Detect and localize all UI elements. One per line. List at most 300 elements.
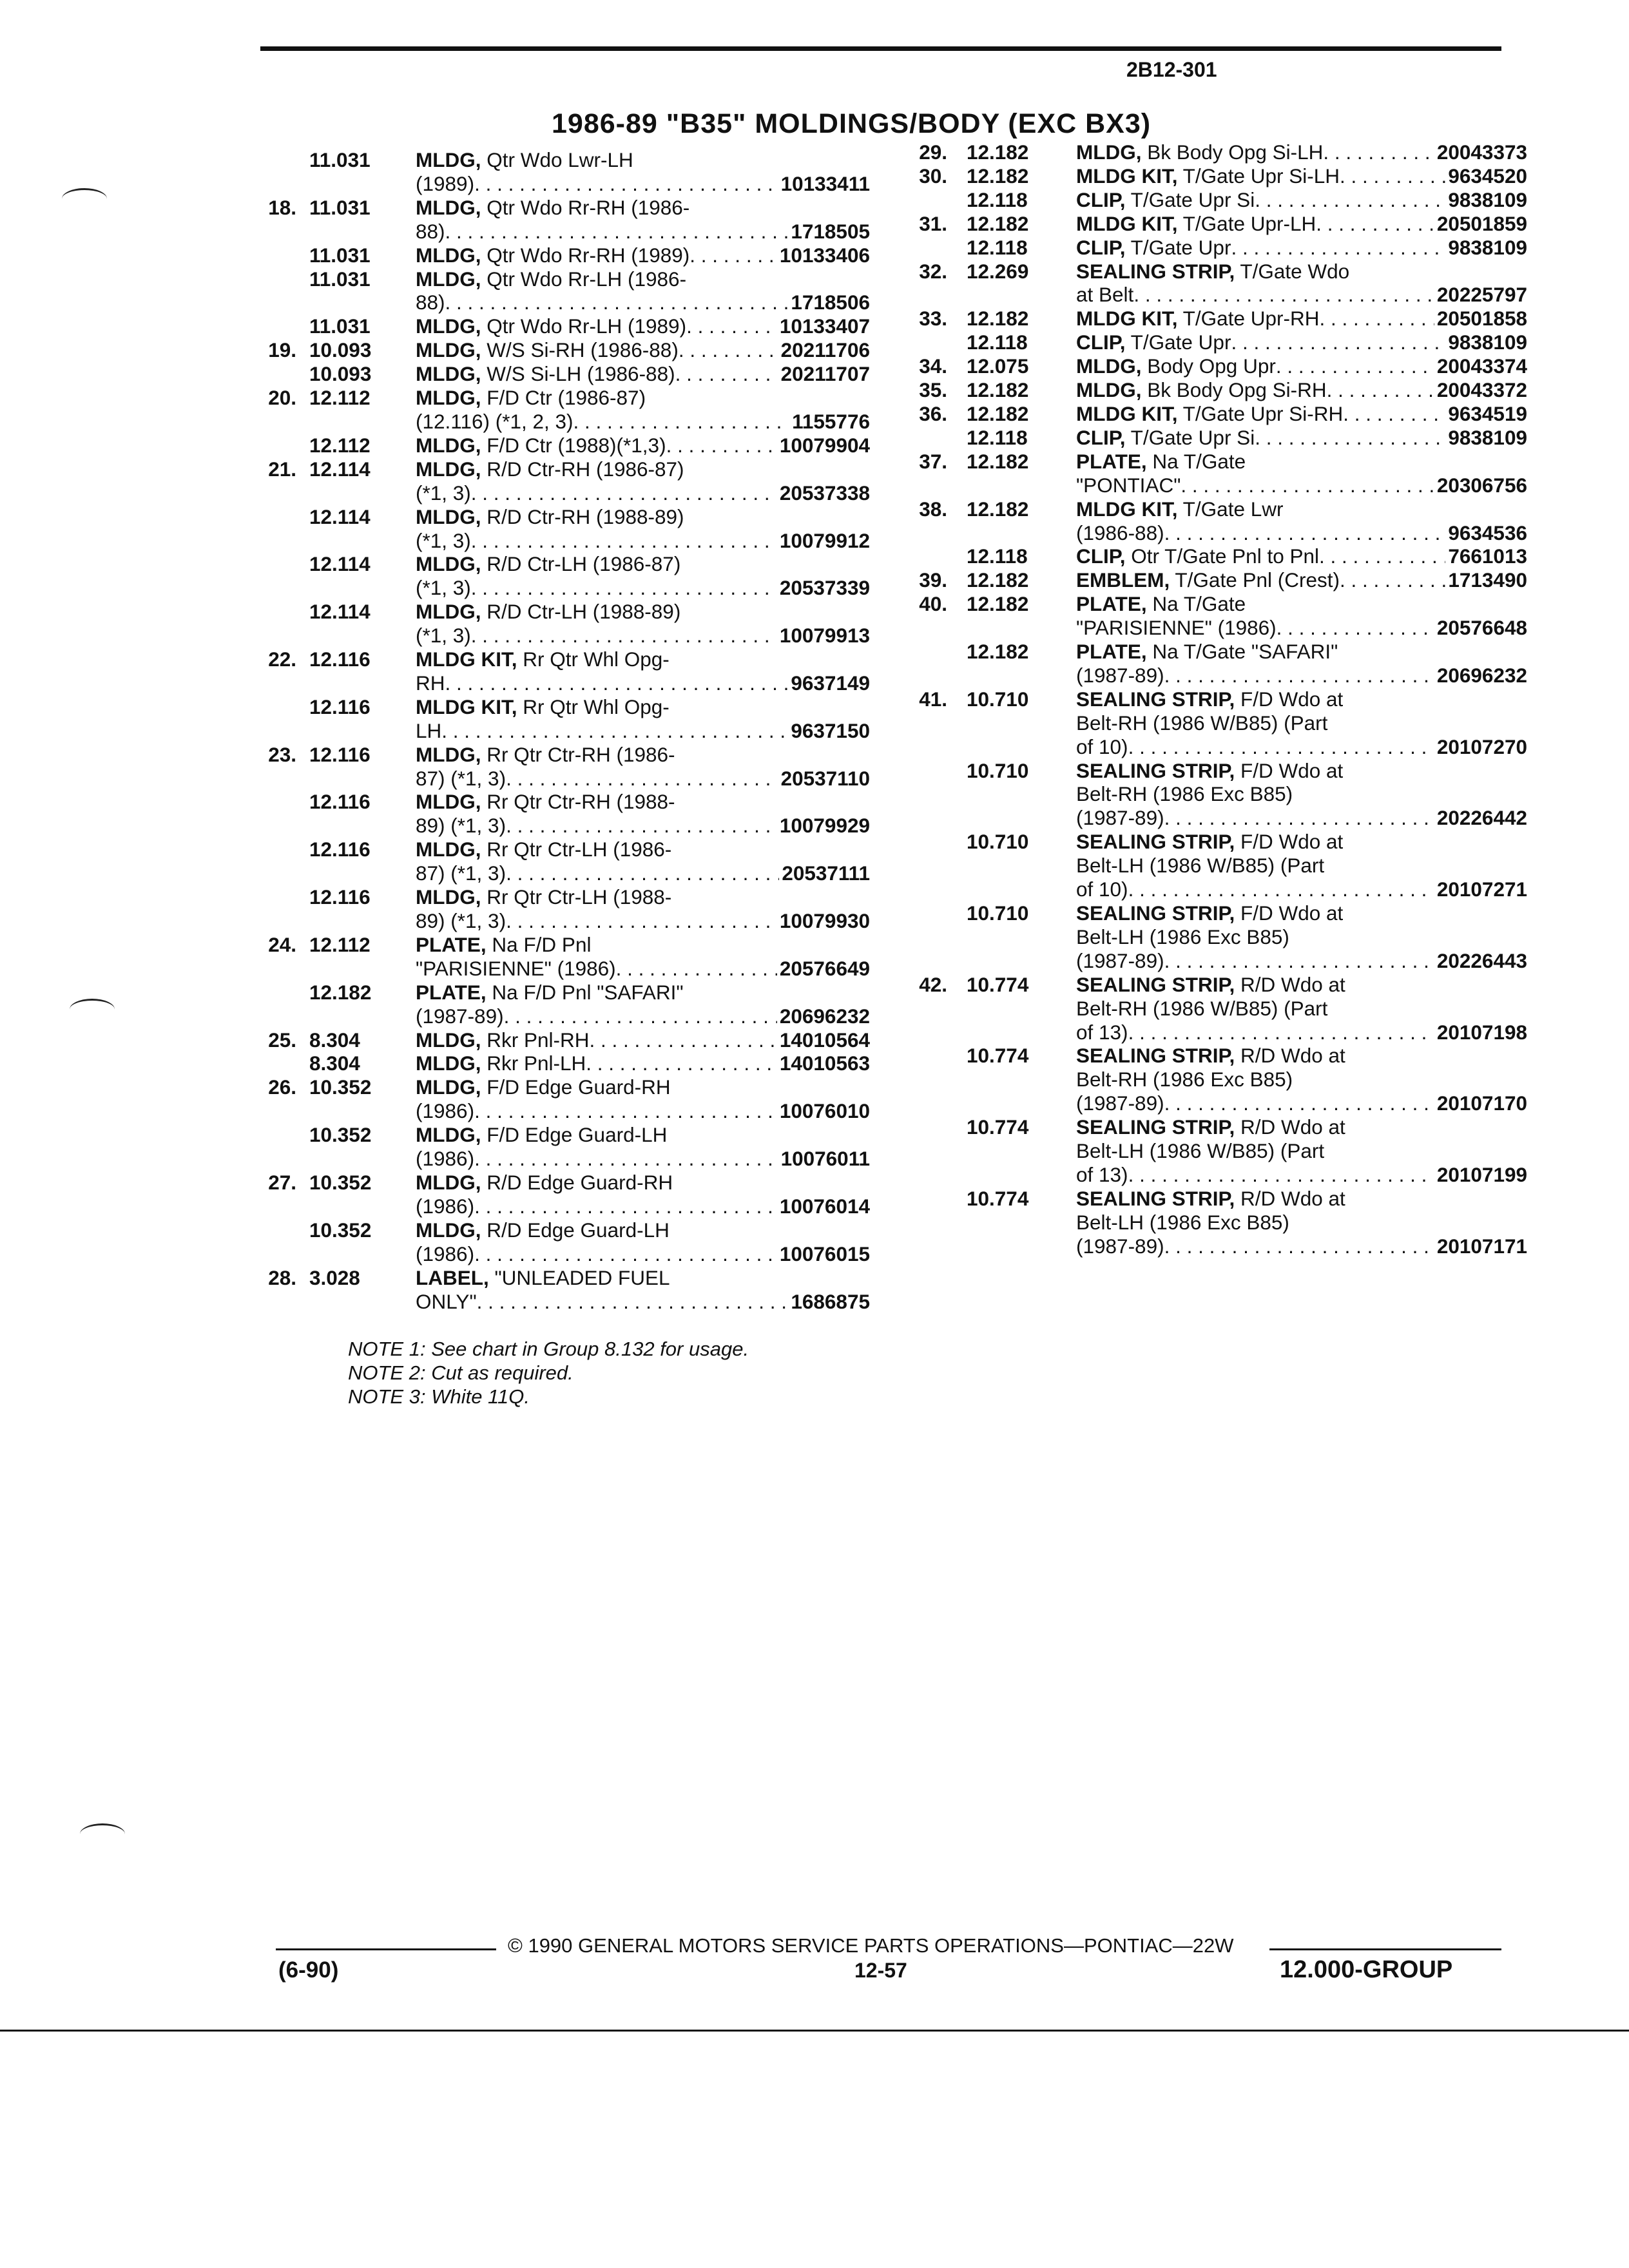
part-number: 20211707: [780, 362, 870, 386]
ref-number: 22.: [268, 648, 296, 671]
parts-list-left: [232, 148, 870, 1313]
description-text: MLDG, Bk Body Opg Si-RH: [1076, 378, 1327, 402]
group-number: 12.182: [967, 640, 1029, 664]
part-name: SEALING STRIP,: [1076, 1044, 1235, 1068]
group-number: 10.710: [967, 901, 1029, 925]
description-line: [416, 267, 870, 291]
ref-number: 30.: [919, 164, 947, 187]
part-description: [416, 1123, 870, 1171]
leader-dots: [1231, 331, 1445, 354]
description-line: [416, 196, 870, 220]
leader-dots: [574, 410, 790, 434]
part-name: MLDG,: [416, 386, 481, 410]
description-line: [416, 244, 870, 267]
description-line: [416, 291, 870, 314]
part-number: 20107199: [1436, 1162, 1527, 1186]
description-line: [416, 1147, 870, 1171]
description-text: of 13): [1076, 1162, 1128, 1186]
parts-entry: [896, 188, 1527, 212]
parts-entry: [232, 1218, 870, 1266]
description-line: [1076, 568, 1527, 592]
leader-dots: [1319, 544, 1445, 568]
description-text: "PONTIAC": [1076, 473, 1181, 497]
description-line: [416, 981, 870, 1004]
description-line: [1076, 378, 1527, 402]
description-line: [416, 576, 870, 600]
description-line: [416, 790, 870, 814]
description-text: SEALING STRIP, R/D Wdo at: [1076, 972, 1345, 996]
description-text: PLATE, Na F/D Pnl "SAFARI": [416, 980, 684, 1004]
part-number: 9838109: [1448, 187, 1527, 211]
part-description: [416, 457, 870, 505]
group-number: 12.114: [309, 552, 371, 576]
part-number: 20537338: [779, 481, 870, 505]
part-description: [1076, 568, 1527, 592]
description-text: CLIP, T/Gate Upr: [1076, 235, 1231, 259]
part-description: [416, 314, 870, 338]
description-text: MLDG, W/S Si-RH (1986-88): [416, 338, 679, 362]
part-name: MLDG,: [1076, 140, 1142, 164]
parts-entry: [232, 600, 870, 648]
leader-dots: [1128, 878, 1434, 901]
description-line: [1076, 640, 1527, 664]
part-description: [416, 981, 870, 1028]
part-number: 20576648: [1436, 616, 1527, 640]
part-name: MLDG,: [416, 600, 481, 624]
description-line: [416, 838, 870, 861]
part-name: SEALING STRIP,: [1076, 972, 1235, 996]
parts-entry: [896, 592, 1527, 640]
parts-entry: [896, 568, 1527, 592]
description-line: [1076, 854, 1527, 878]
description-line: [1076, 782, 1527, 806]
group-number: 12.182: [967, 211, 1029, 235]
part-number: 10133406: [779, 243, 870, 267]
description-text: (1986): [416, 1147, 475, 1171]
part-number: 9637150: [791, 718, 870, 742]
part-number: 9838109: [1448, 331, 1527, 354]
description-line: [1076, 260, 1527, 284]
parts-entry: [232, 981, 870, 1028]
description-line: [1076, 806, 1527, 830]
description-line: [1076, 188, 1527, 212]
parts-entry: [232, 743, 870, 791]
part-number: 20211706: [780, 338, 870, 362]
ref-number: 19.: [268, 338, 296, 362]
part-number: 1155776: [792, 409, 870, 433]
description-line: [416, 957, 870, 981]
description-line: [1076, 1187, 1527, 1211]
description-line: [416, 695, 870, 719]
leader-dots: [1340, 164, 1445, 188]
parts-entry: [232, 695, 870, 743]
group-number: 12.182: [967, 307, 1029, 331]
description-text: "PARISIENNE" (1986): [1076, 616, 1277, 640]
part-number: 20306756: [1436, 473, 1527, 497]
description-text: CLIP, T/Gate Upr: [1076, 331, 1231, 354]
part-number: 10079904: [779, 433, 870, 457]
group-number: 12.116: [309, 885, 371, 909]
part-description: [416, 933, 870, 981]
leader-dots: [506, 814, 777, 838]
description-line: [416, 172, 870, 196]
part-name: MLDG,: [416, 505, 481, 528]
description-text: PLATE, Na F/D Pnl: [416, 932, 592, 956]
part-description: [1076, 592, 1527, 640]
leader-dots: [590, 1028, 777, 1052]
part-number: 10133411: [780, 171, 870, 195]
description-text: 89) (*1, 3): [416, 814, 506, 838]
description-text: 87) (*1, 3): [416, 766, 506, 790]
leader-dots: [616, 957, 777, 981]
description-text: MLDG, Rr Qtr Ctr-LH (1986-: [416, 838, 672, 861]
description-text: Belt-LH (1986 Exc B85): [1076, 925, 1289, 948]
description-text: MLDG, Body Opg Upr: [1076, 354, 1276, 378]
group-number: 12.182: [967, 568, 1029, 592]
description-line: [416, 743, 870, 767]
group-number: 10.352: [309, 1075, 372, 1099]
description-line: [1076, 1021, 1527, 1044]
description-text: at Belt: [1076, 283, 1134, 307]
description-text: (1987-89): [1076, 948, 1164, 972]
description-text: 88): [416, 219, 445, 243]
part-number: 20537339: [779, 576, 870, 600]
description-line: [1076, 283, 1527, 307]
part-name: PLATE,: [1076, 640, 1147, 664]
parts-entry: [896, 426, 1527, 450]
description-text: SEALING STRIP, T/Gate Wdo: [1076, 259, 1350, 283]
description-line: [416, 148, 870, 172]
description-line: [1076, 331, 1527, 354]
part-description: [1076, 759, 1527, 831]
parts-entry: [232, 1028, 870, 1052]
description-line: [1076, 1139, 1527, 1163]
description-line: [1076, 616, 1527, 640]
part-description: [1076, 188, 1527, 212]
parts-entry: [896, 140, 1527, 164]
page-code: 2B12-301: [1126, 58, 1217, 81]
description-text: MLDG KIT, Rr Qtr Whl Opg-: [416, 695, 670, 718]
description-line: [1076, 474, 1527, 497]
part-name: SEALING STRIP,: [1076, 1115, 1235, 1139]
group-number: 12.000-GROUP: [1280, 1956, 1453, 1983]
part-description: [416, 1075, 870, 1123]
parts-entry: [896, 1115, 1527, 1187]
description-line: [1076, 212, 1527, 236]
description-line: [416, 861, 870, 885]
part-number: 20501858: [1436, 307, 1527, 331]
leader-dots: [586, 1052, 777, 1075]
description-text: MLDG, Rr Qtr Ctr-RH (1986-: [416, 742, 675, 766]
description-line: [416, 1195, 870, 1218]
description-text: MLDG KIT, T/Gate Upr-LH: [1076, 211, 1316, 235]
leader-dots: [1323, 140, 1434, 164]
part-description: [1076, 830, 1527, 901]
description-text: MLDG, R/D Ctr-LH (1986-87): [416, 552, 681, 576]
bottom-rule: [0, 2030, 1629, 2032]
parts-entry: [232, 338, 870, 362]
part-description: [416, 434, 870, 457]
description-text: MLDG, F/D Ctr (1988)(*1,3): [416, 433, 666, 457]
parts-entry: [232, 1052, 870, 1075]
description-text: (*1, 3): [416, 528, 471, 552]
description-line: [416, 600, 870, 624]
part-number: 9838109: [1448, 425, 1527, 449]
part-description: [1076, 140, 1527, 164]
description-text: MLDG, Qtr Wdo Rr-RH (1986-: [416, 195, 690, 219]
part-description: [1076, 497, 1527, 545]
leader-dots: [471, 481, 777, 505]
description-line: [416, 457, 870, 481]
leader-dots: [675, 362, 778, 386]
part-description: [416, 1266, 870, 1314]
description-text: (*1, 3): [416, 576, 471, 600]
part-description: [416, 838, 870, 885]
description-line: [1076, 925, 1527, 949]
part-description: [416, 338, 870, 362]
description-text: MLDG, Qtr Wdo Lwr-LH: [416, 148, 633, 171]
group-number: 10.774: [967, 1044, 1029, 1068]
group-number: 12.118: [967, 425, 1028, 449]
group-number: 12.112: [309, 386, 371, 410]
description-line: [416, 1171, 870, 1195]
description-line: [416, 314, 870, 338]
part-description: [1076, 354, 1527, 378]
part-number: 1718505: [791, 219, 870, 243]
parts-entry: [232, 1123, 870, 1171]
part-name: MLDG KIT,: [1076, 307, 1178, 331]
parts-entry: [896, 354, 1527, 378]
part-name: MLDG,: [416, 1052, 481, 1075]
ref-number: 39.: [919, 568, 947, 592]
part-name: MLDG,: [416, 433, 481, 457]
part-number: 10079913: [779, 624, 870, 648]
description-text: PLATE, Na T/Gate: [1076, 592, 1246, 616]
part-name: SEALING STRIP,: [1076, 758, 1235, 782]
part-number: 20576649: [779, 956, 870, 980]
description-line: [416, 434, 870, 457]
description-text: (1987-89): [1076, 1091, 1164, 1115]
description-text: (*1, 3): [416, 624, 471, 648]
group-number: 12.116: [309, 695, 371, 718]
description-text: RH: [416, 671, 445, 695]
ref-number: 42.: [919, 972, 947, 996]
part-number: 9634519: [1448, 401, 1527, 425]
leader-dots: [474, 1147, 778, 1171]
description-text: 88): [416, 291, 445, 314]
ref-number: 24.: [268, 932, 296, 956]
group-number: 12.116: [309, 648, 371, 671]
description-line: [1076, 1091, 1527, 1115]
parts-entry: [896, 164, 1527, 188]
ref-number: 34.: [919, 354, 947, 378]
description-line: [416, 338, 870, 362]
description-line: [1076, 687, 1527, 711]
revision-date: (6-90): [278, 1957, 339, 1983]
leader-dots: [1255, 426, 1445, 450]
description-line: [1076, 735, 1527, 759]
part-name: MLDG,: [416, 457, 481, 481]
parts-entry: [896, 544, 1527, 568]
leader-dots: [1276, 354, 1434, 378]
description-text: (1986): [416, 1099, 475, 1123]
part-name: MLDG,: [416, 338, 481, 362]
ref-number: 18.: [268, 195, 296, 219]
description-text: MLDG, R/D Edge Guard-LH: [416, 1218, 670, 1242]
parts-entry: [896, 759, 1527, 831]
part-name: MLDG KIT,: [1076, 401, 1178, 425]
leader-dots: [679, 338, 778, 362]
parts-entry: [232, 386, 870, 434]
description-line: [1076, 901, 1527, 925]
part-name: MLDG,: [416, 243, 481, 267]
parts-entry: [896, 212, 1527, 236]
leader-dots: [1164, 1235, 1434, 1258]
ref-number: 28.: [268, 1265, 296, 1289]
description-text: "PARISIENNE" (1986): [416, 956, 616, 980]
description-line: [1076, 997, 1527, 1021]
part-description: [416, 196, 870, 244]
parts-entry: [896, 830, 1527, 901]
leader-dots: [1133, 283, 1434, 307]
description-line: [416, 814, 870, 838]
part-description: [416, 386, 870, 434]
parts-entry: [896, 331, 1527, 354]
footer-rule-right: [1269, 1948, 1501, 1950]
part-number: 20501859: [1436, 211, 1527, 235]
description-text: MLDG, Qtr Wdo Rr-RH (1989): [416, 243, 690, 267]
group-number: 12.075: [967, 354, 1029, 378]
part-number: 9637149: [791, 671, 870, 695]
description-line: [416, 1099, 870, 1123]
description-line: [1076, 164, 1527, 188]
description-line: [416, 362, 870, 386]
leader-dots: [506, 861, 779, 885]
parts-entry: [232, 362, 870, 386]
part-number: 20043373: [1436, 140, 1527, 164]
footer-rule-left: [276, 1948, 496, 1950]
description-line: [1076, 354, 1527, 378]
description-line: [416, 505, 870, 529]
leader-dots: [1164, 521, 1446, 545]
description-text: of 10): [1076, 878, 1128, 901]
group-number: 12.182: [967, 592, 1029, 616]
part-name: MLDG,: [416, 552, 481, 576]
page-title: 1986-89 "B35" MOLDINGS/BODY (EXC BX3): [552, 108, 1152, 139]
description-line: [1076, 878, 1527, 901]
part-number: 1713490: [1448, 568, 1527, 592]
group-number: 10.774: [967, 1115, 1029, 1139]
parts-entry: [232, 1266, 870, 1314]
description-text: of 13): [1076, 1020, 1128, 1044]
description-text: SEALING STRIP, F/D Wdo at: [1076, 830, 1344, 854]
scan-mark: [70, 999, 115, 1020]
description-line: [416, 410, 870, 434]
note-1: NOTE 1: See chart in Group 8.132 for usage.: [348, 1338, 749, 1360]
group-number: 10.710: [967, 758, 1029, 782]
group-number: 10.352: [309, 1218, 372, 1242]
group-number: 12.182: [967, 140, 1029, 164]
description-text: MLDG, F/D Edge Guard-RH: [416, 1075, 671, 1099]
leader-dots: [1255, 188, 1445, 212]
part-description: [416, 1052, 870, 1075]
group-number: 11.031: [309, 267, 371, 291]
part-name: MLDG,: [416, 195, 481, 219]
part-name: CLIP,: [1076, 331, 1126, 354]
part-name: MLDG,: [416, 1218, 481, 1242]
description-text: (1987-89): [1076, 663, 1164, 687]
part-description: [1076, 236, 1527, 260]
description-line: [416, 220, 870, 244]
description-text: (12.116) (*1, 2, 3): [416, 409, 574, 433]
leader-dots: [474, 1195, 777, 1218]
description-line: [1076, 1211, 1527, 1235]
group-number: 8.304: [309, 1028, 360, 1052]
parts-entry: [232, 244, 870, 267]
description-text: SEALING STRIP, R/D Wdo at: [1076, 1115, 1345, 1139]
group-number: 11.031: [309, 243, 371, 267]
part-description: [1076, 544, 1527, 568]
description-line: [1076, 1163, 1527, 1187]
group-number: 10.352: [309, 1123, 372, 1147]
part-number: 1686875: [791, 1289, 870, 1313]
description-text: MLDG, Rr Qtr Ctr-LH (1988-: [416, 885, 672, 909]
description-text: MLDG KIT, T/Gate Upr-RH: [1076, 307, 1320, 331]
description-text: EMBLEM, T/Gate Pnl (Crest): [1076, 568, 1340, 592]
notes: [348, 1337, 749, 1408]
part-number: 9634520: [1448, 164, 1527, 187]
description-line: [1076, 949, 1527, 973]
part-number: 20107198: [1436, 1020, 1527, 1044]
ref-number: 31.: [919, 211, 947, 235]
part-number: 20537111: [782, 861, 870, 885]
description-line: [416, 481, 870, 505]
description-text: Belt-RH (1986 Exc B85): [1076, 1068, 1293, 1091]
description-text: PLATE, Na T/Gate: [1076, 449, 1246, 473]
part-number: 9838109: [1448, 235, 1527, 259]
part-description: [416, 552, 870, 600]
part-number: 9634536: [1448, 521, 1527, 544]
description-text: MLDG, F/D Ctr (1986-87): [416, 386, 646, 410]
part-description: [416, 505, 870, 553]
ref-number: 38.: [919, 497, 947, 521]
group-number: 12.118: [967, 235, 1028, 259]
part-name: MLDG,: [416, 267, 481, 291]
ref-number: 32.: [919, 259, 947, 283]
parts-entry: [232, 314, 870, 338]
leader-dots: [1316, 212, 1434, 236]
description-text: (1989): [416, 171, 475, 195]
leader-dots: [1327, 378, 1434, 402]
part-description: [416, 790, 870, 838]
ref-number: 35.: [919, 378, 947, 402]
part-name: SEALING STRIP,: [1076, 901, 1235, 925]
parts-entry: [896, 687, 1527, 759]
part-name: MLDG,: [416, 885, 481, 909]
part-name: CLIP,: [1076, 544, 1126, 568]
part-description: [1076, 331, 1527, 354]
part-number: 10076011: [780, 1147, 870, 1171]
description-text: MLDG KIT, Rr Qtr Whl Opg-: [416, 648, 670, 671]
description-text: 87) (*1, 3): [416, 861, 506, 885]
page-number: 12-57: [854, 1959, 907, 1982]
leader-dots: [666, 434, 777, 457]
description-line: [1076, 426, 1527, 450]
group-number: 12.182: [967, 378, 1029, 402]
description-line: [416, 648, 870, 671]
leader-dots: [471, 529, 777, 553]
description-text: SEALING STRIP, F/D Wdo at: [1076, 687, 1344, 711]
